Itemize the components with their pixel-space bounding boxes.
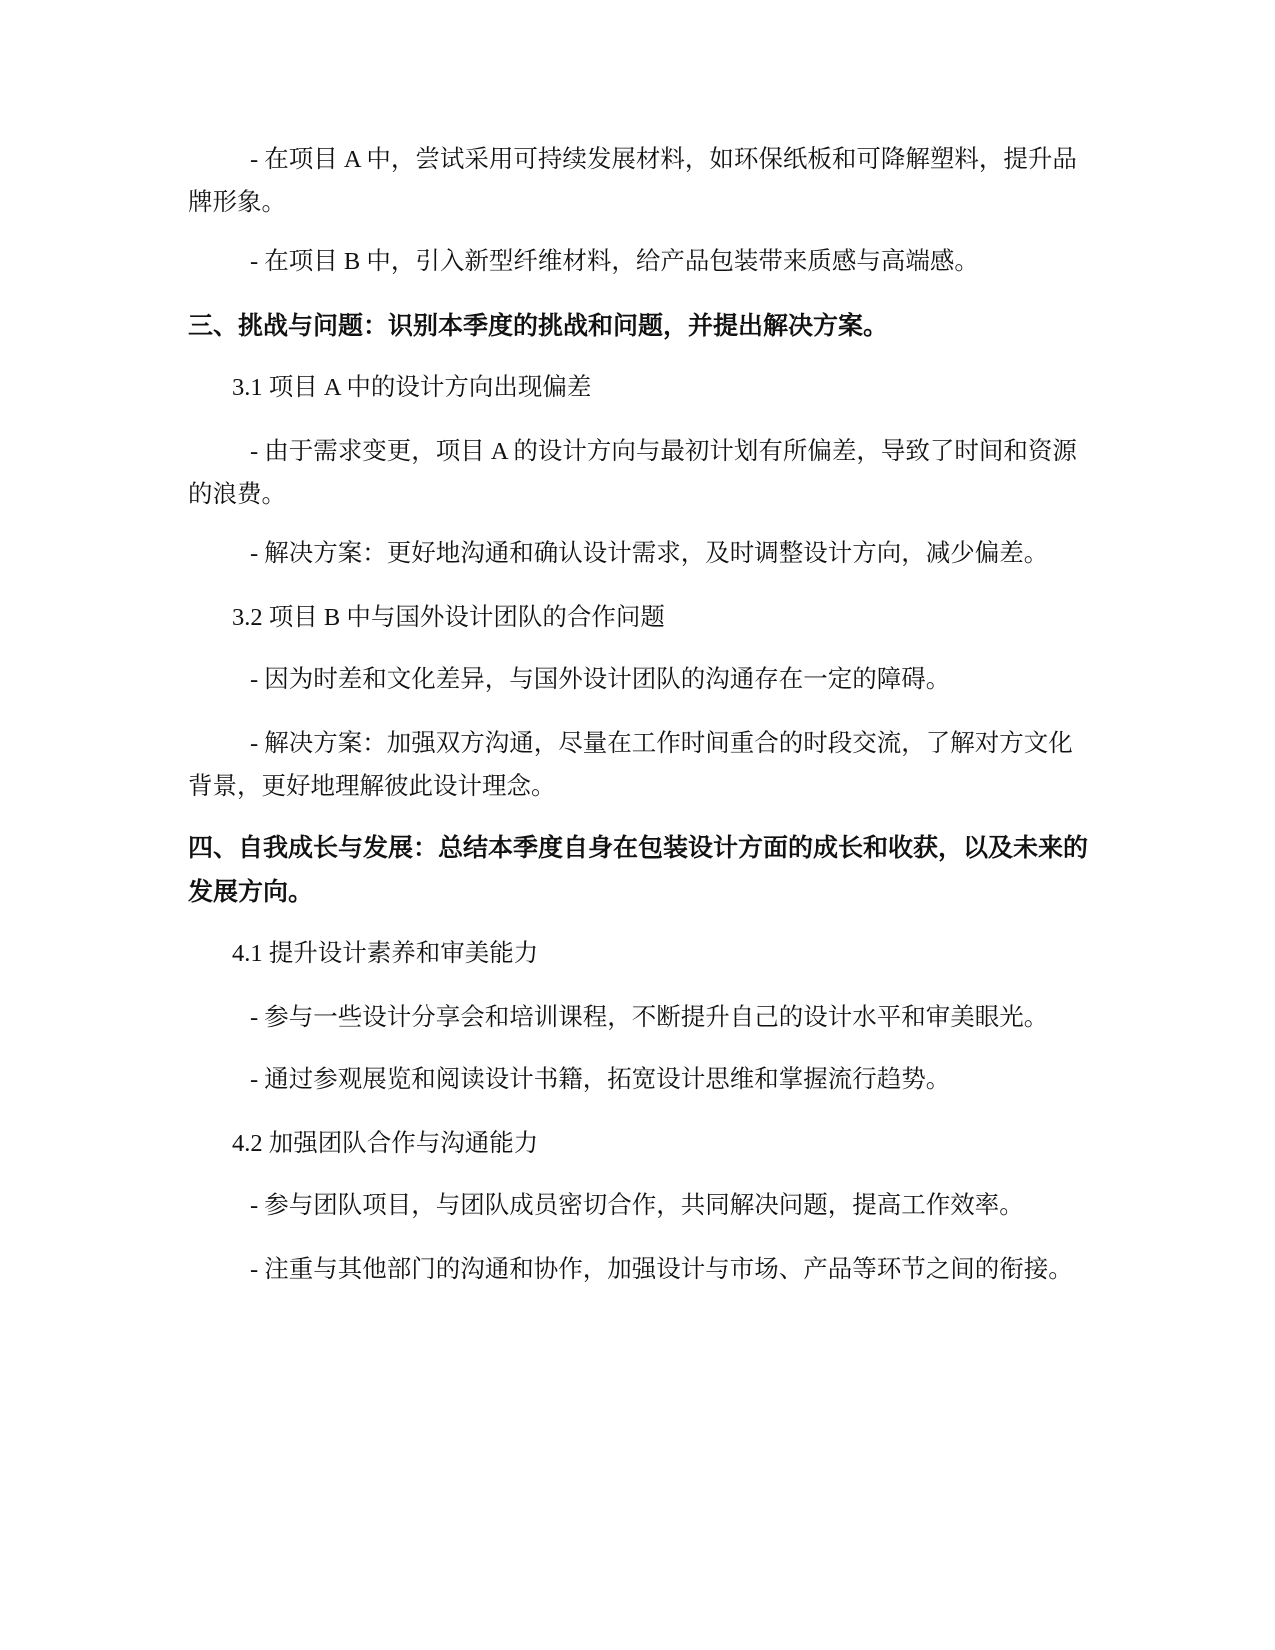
paragraph-deviation-solution: - 解决方案：更好地沟通和确认设计需求，及时调整设计方向，减少偏差。 <box>250 540 1049 567</box>
paragraph-time-culture-barrier: - 因为时差和文化差异，与国外设计团队的沟通存在一定的障碍。 <box>250 666 951 693</box>
section-heading-challenges: 三、挑战与问题：识别本季度的挑战和问题，并提出解决方案。 <box>188 311 889 340</box>
paragraph-exhibitions-reading: - 通过参观展览和阅读设计书籍，拓宽设计思维和掌握流行趋势。 <box>250 1066 951 1093</box>
paragraph-sustainable-materials: - 在项目 A 中，尝试采用可持续发展材料，如环保纸板和可降解塑料，提升品牌形象。 <box>188 146 1077 216</box>
subsection-3-2-title: 3.2 项目 B 中与国外设计团队的合作问题 <box>232 604 665 631</box>
section-heading-growth: 四、自我成长与发展：总结本季度自身在包装设计方面的成长和收获，以及未来的发展方向。 <box>188 833 1089 906</box>
paragraph-cross-department: - 注重与其他部门的沟通和协作，加强设计与市场、产品等环节之间的衔接。 <box>250 1256 1073 1283</box>
paragraph-communication-solution: - 解决方案：加强双方沟通，尽量在工作时间重合的时段交流，了解对方文化背景，更好地理解彼此设计理念。 <box>188 730 1073 800</box>
subsection-4-2-title: 4.2 加强团队合作与沟通能力 <box>232 1130 539 1157</box>
subsection-3-1-title: 3.1 项目 A 中的设计方向出现偏差 <box>232 374 592 401</box>
paragraph-design-training: - 参与一些设计分享会和培训课程，不断提升自己的设计水平和审美眼光。 <box>250 1004 1049 1031</box>
subsection-4-1-title: 4.1 提升设计素养和审美能力 <box>232 940 539 967</box>
paragraph-new-fiber-materials: - 在项目 B 中，引入新型纤维材料，给产品包装带来质感与高端感。 <box>250 248 979 275</box>
paragraph-design-deviation: - 由于需求变更，项目 A 的设计方向与最初计划有所偏差，导致了时间和资源的浪费。 <box>188 438 1077 508</box>
paragraph-team-projects: - 参与团队项目，与团队成员密切合作，共同解决问题，提高工作效率。 <box>250 1192 1024 1219</box>
